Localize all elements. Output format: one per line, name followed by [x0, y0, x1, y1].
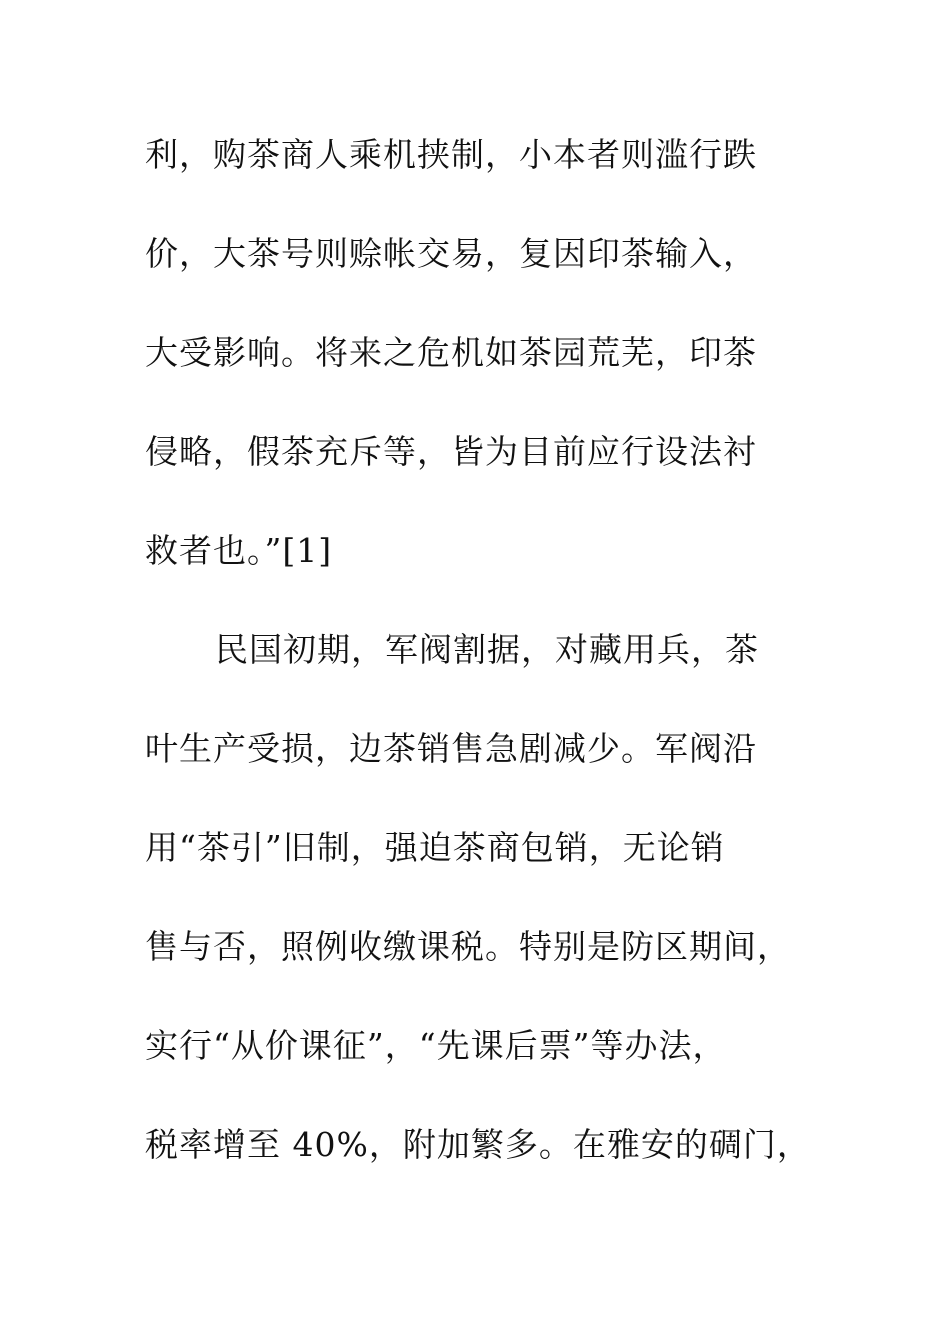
- paragraph-start-line: 民国初期，军阀割据，对藏用兵，茶: [215, 630, 759, 669]
- text-line: 价，大茶号则赊帐交易，复因印茶输入，: [145, 234, 757, 273]
- text-line: 实行“从价课征”，“先课后票”等办法，: [145, 1026, 727, 1065]
- text-line: 利，购茶商人乘机挟制，小本者则滥行跌: [145, 135, 757, 174]
- text-line: 侵略，假茶充斥等，皆为目前应行设法衬: [145, 432, 757, 471]
- text-line: 售与否，照例收缴课税。特别是防区期间，: [145, 927, 791, 966]
- text-line: 税率增至 40%，附加繁多。在雅安的碉门，: [145, 1125, 811, 1164]
- text-line: 救者也。”[1]: [145, 531, 333, 570]
- body-text: [145, 125, 811, 1214]
- text-line: 叶生产受损，边茶销售急剧减少。军阀沿: [145, 729, 757, 768]
- text-line: 用“茶引”旧制，强迫茶商包销，无论销: [145, 828, 725, 867]
- text-line: 大受影响。将来之危机如茶园荒芜，印茶: [145, 333, 757, 372]
